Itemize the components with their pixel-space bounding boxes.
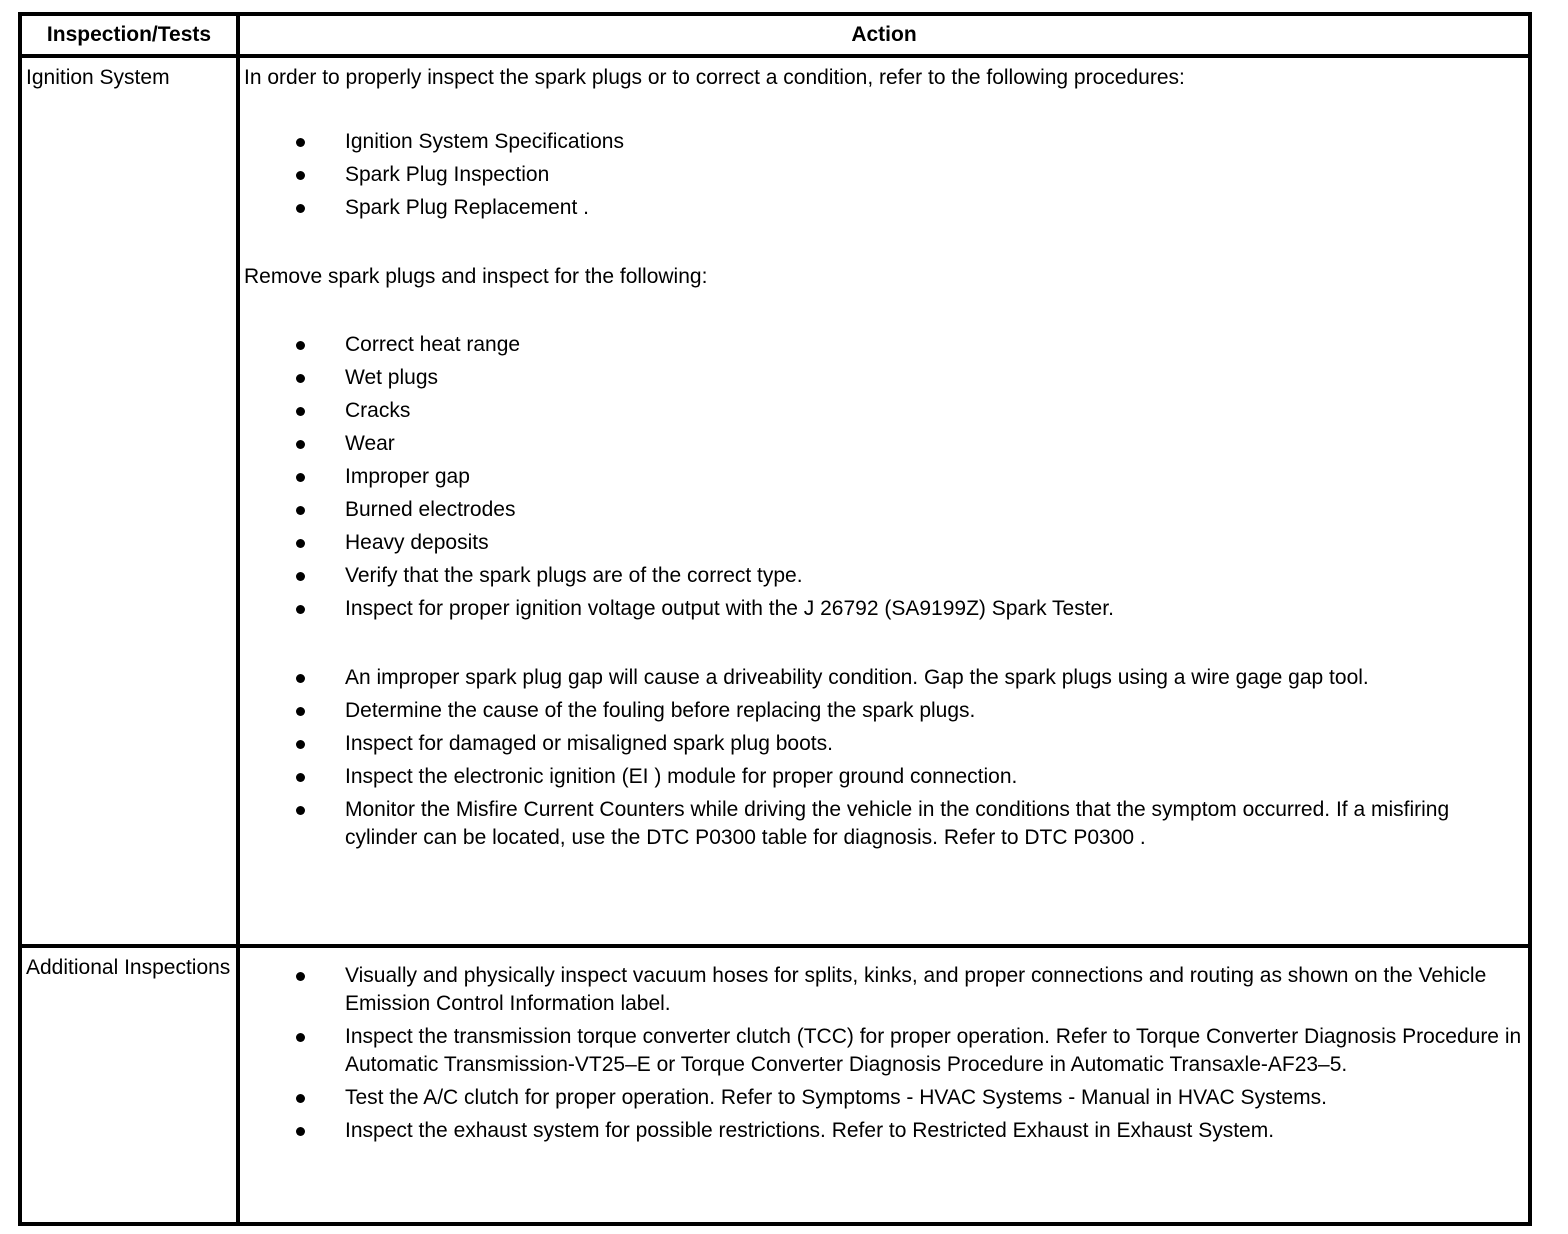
list-item-text: Inspect the exhaust system for possible restrictions. Refer to Restricted Exhaust in Exhaust System. (345, 1119, 1275, 1142)
list-item (244, 962, 1524, 1018)
list-item-text: Inspect the electronic ignition (EI ) module for proper ground connection. (345, 765, 1018, 788)
bullet-icon (296, 506, 305, 515)
list-item-text: Heavy deposits (345, 531, 489, 554)
list-item (244, 562, 1524, 590)
list-item (244, 1117, 1524, 1145)
list-item-text: Correct heat range (345, 333, 521, 356)
list-item-text: Wet plugs (345, 366, 438, 389)
list-item (244, 463, 1524, 491)
bullet-icon (296, 707, 305, 716)
row-label-additional-inspections: Additional Inspections (20, 946, 238, 1224)
bullet-icon (296, 605, 305, 614)
header-inspection-tests: Inspection/Tests (20, 14, 238, 56)
procedure-link-ignition-specs: Ignition System Specifications (345, 130, 624, 153)
list-item-text: Inspect for proper ignition voltage output with the J 26792 (SA9199Z) Spark Tester. (345, 597, 1114, 620)
list-item (244, 664, 1524, 692)
list-item-text: Inspect for damaged or misaligned spark plug boots. (345, 732, 833, 755)
list-item (244, 496, 1524, 524)
list-item (244, 1023, 1524, 1079)
procedure-list (244, 128, 1524, 222)
list-item (244, 529, 1524, 557)
list-item-text: Cracks (345, 399, 411, 422)
bullet-icon (296, 674, 305, 683)
list-item (244, 796, 1524, 852)
table-header-row (20, 14, 1530, 56)
list-item (244, 697, 1524, 725)
list-item-text: Visually and physically inspect vacuum hoses for splits, kinks, and proper connections and routing as shown on the Vehicle Emission Control Information label. (345, 964, 1487, 1015)
action-cell-ignition-system (238, 56, 1530, 946)
bullet-icon (296, 972, 305, 981)
bullet-icon (296, 806, 305, 815)
list-item-text: Wear (345, 432, 395, 455)
list-item (244, 364, 1524, 392)
bullet-icon (296, 572, 305, 581)
list-item-text: Determine the cause of the fouling before replacing the spark plugs. (345, 699, 976, 722)
bullet-icon (296, 539, 305, 548)
list-item (244, 397, 1524, 425)
list-item (244, 194, 1524, 222)
bullet-icon (296, 171, 305, 180)
row-label-ignition-system: Ignition System (20, 56, 238, 946)
list-item-text: Test the A/C clutch for proper operation. Refer to Symptoms - HVAC Systems - Manual in HVAC Systems. (345, 1086, 1327, 1109)
table-row-additional-inspections (20, 946, 1530, 1224)
action-cell-additional-inspections (238, 946, 1530, 1224)
bullet-icon (296, 473, 305, 482)
header-action: Action (238, 14, 1530, 56)
bullet-icon (296, 374, 305, 383)
list-item-text: Verify that the spark plugs are of the correct type. (345, 564, 803, 587)
list-item (244, 730, 1524, 758)
bullet-icon (296, 1033, 305, 1042)
procedures-intro: In order to properly inspect the spark plugs or to correct a condition, refer to the following procedures: (244, 66, 1185, 89)
list-item (244, 595, 1524, 623)
bullet-icon (296, 341, 305, 350)
list-item (244, 1084, 1524, 1112)
list-item-text: Improper gap (345, 465, 470, 488)
inspect-list (244, 331, 1524, 623)
list-item (244, 161, 1524, 189)
bullet-icon (296, 138, 305, 147)
list-item-text: Burned electrodes (345, 498, 516, 521)
bullet-icon (296, 1127, 305, 1136)
bullet-icon (296, 440, 305, 449)
list-item-text: Monitor the Misfire Current Counters while driving the vehicle in the conditions that the symptom occurred. If a misfiring cylinder can be located, use the DTC P0300 table for diagnosis. Refer to DTC P0300 . (345, 798, 1450, 849)
bullet-icon (296, 1094, 305, 1103)
bullet-icon (296, 407, 305, 416)
procedure-link-spark-plug-inspection: Spark Plug Inspection (345, 163, 550, 186)
inspect-intro: Remove spark plugs and inspect for the following: (244, 265, 708, 288)
bullet-icon (296, 773, 305, 782)
list-item-text: An improper spark plug gap will cause a driveability condition. Gap the spark plugs using a wire gage gap tool. (345, 666, 1369, 689)
list-item (244, 128, 1524, 156)
notes-list (244, 664, 1524, 852)
inspection-table (18, 12, 1532, 1226)
list-item (244, 763, 1524, 791)
list-item (244, 331, 1524, 359)
procedure-link-spark-plug-replacement: Spark Plug Replacement . (345, 196, 589, 219)
list-item (244, 430, 1524, 458)
table-row-ignition-system (20, 56, 1530, 946)
bullet-icon (296, 740, 305, 749)
additional-list (244, 954, 1524, 1145)
bullet-icon (296, 204, 305, 213)
list-item-text: Inspect the transmission torque converter clutch (TCC) for proper operation. Refer to Torque Converter Diagnosis Procedure in Automatic Transmission-VT25–E or Torque Converter Diagnosis Procedure in Automatic Transaxle-AF23–5. (345, 1025, 1522, 1076)
